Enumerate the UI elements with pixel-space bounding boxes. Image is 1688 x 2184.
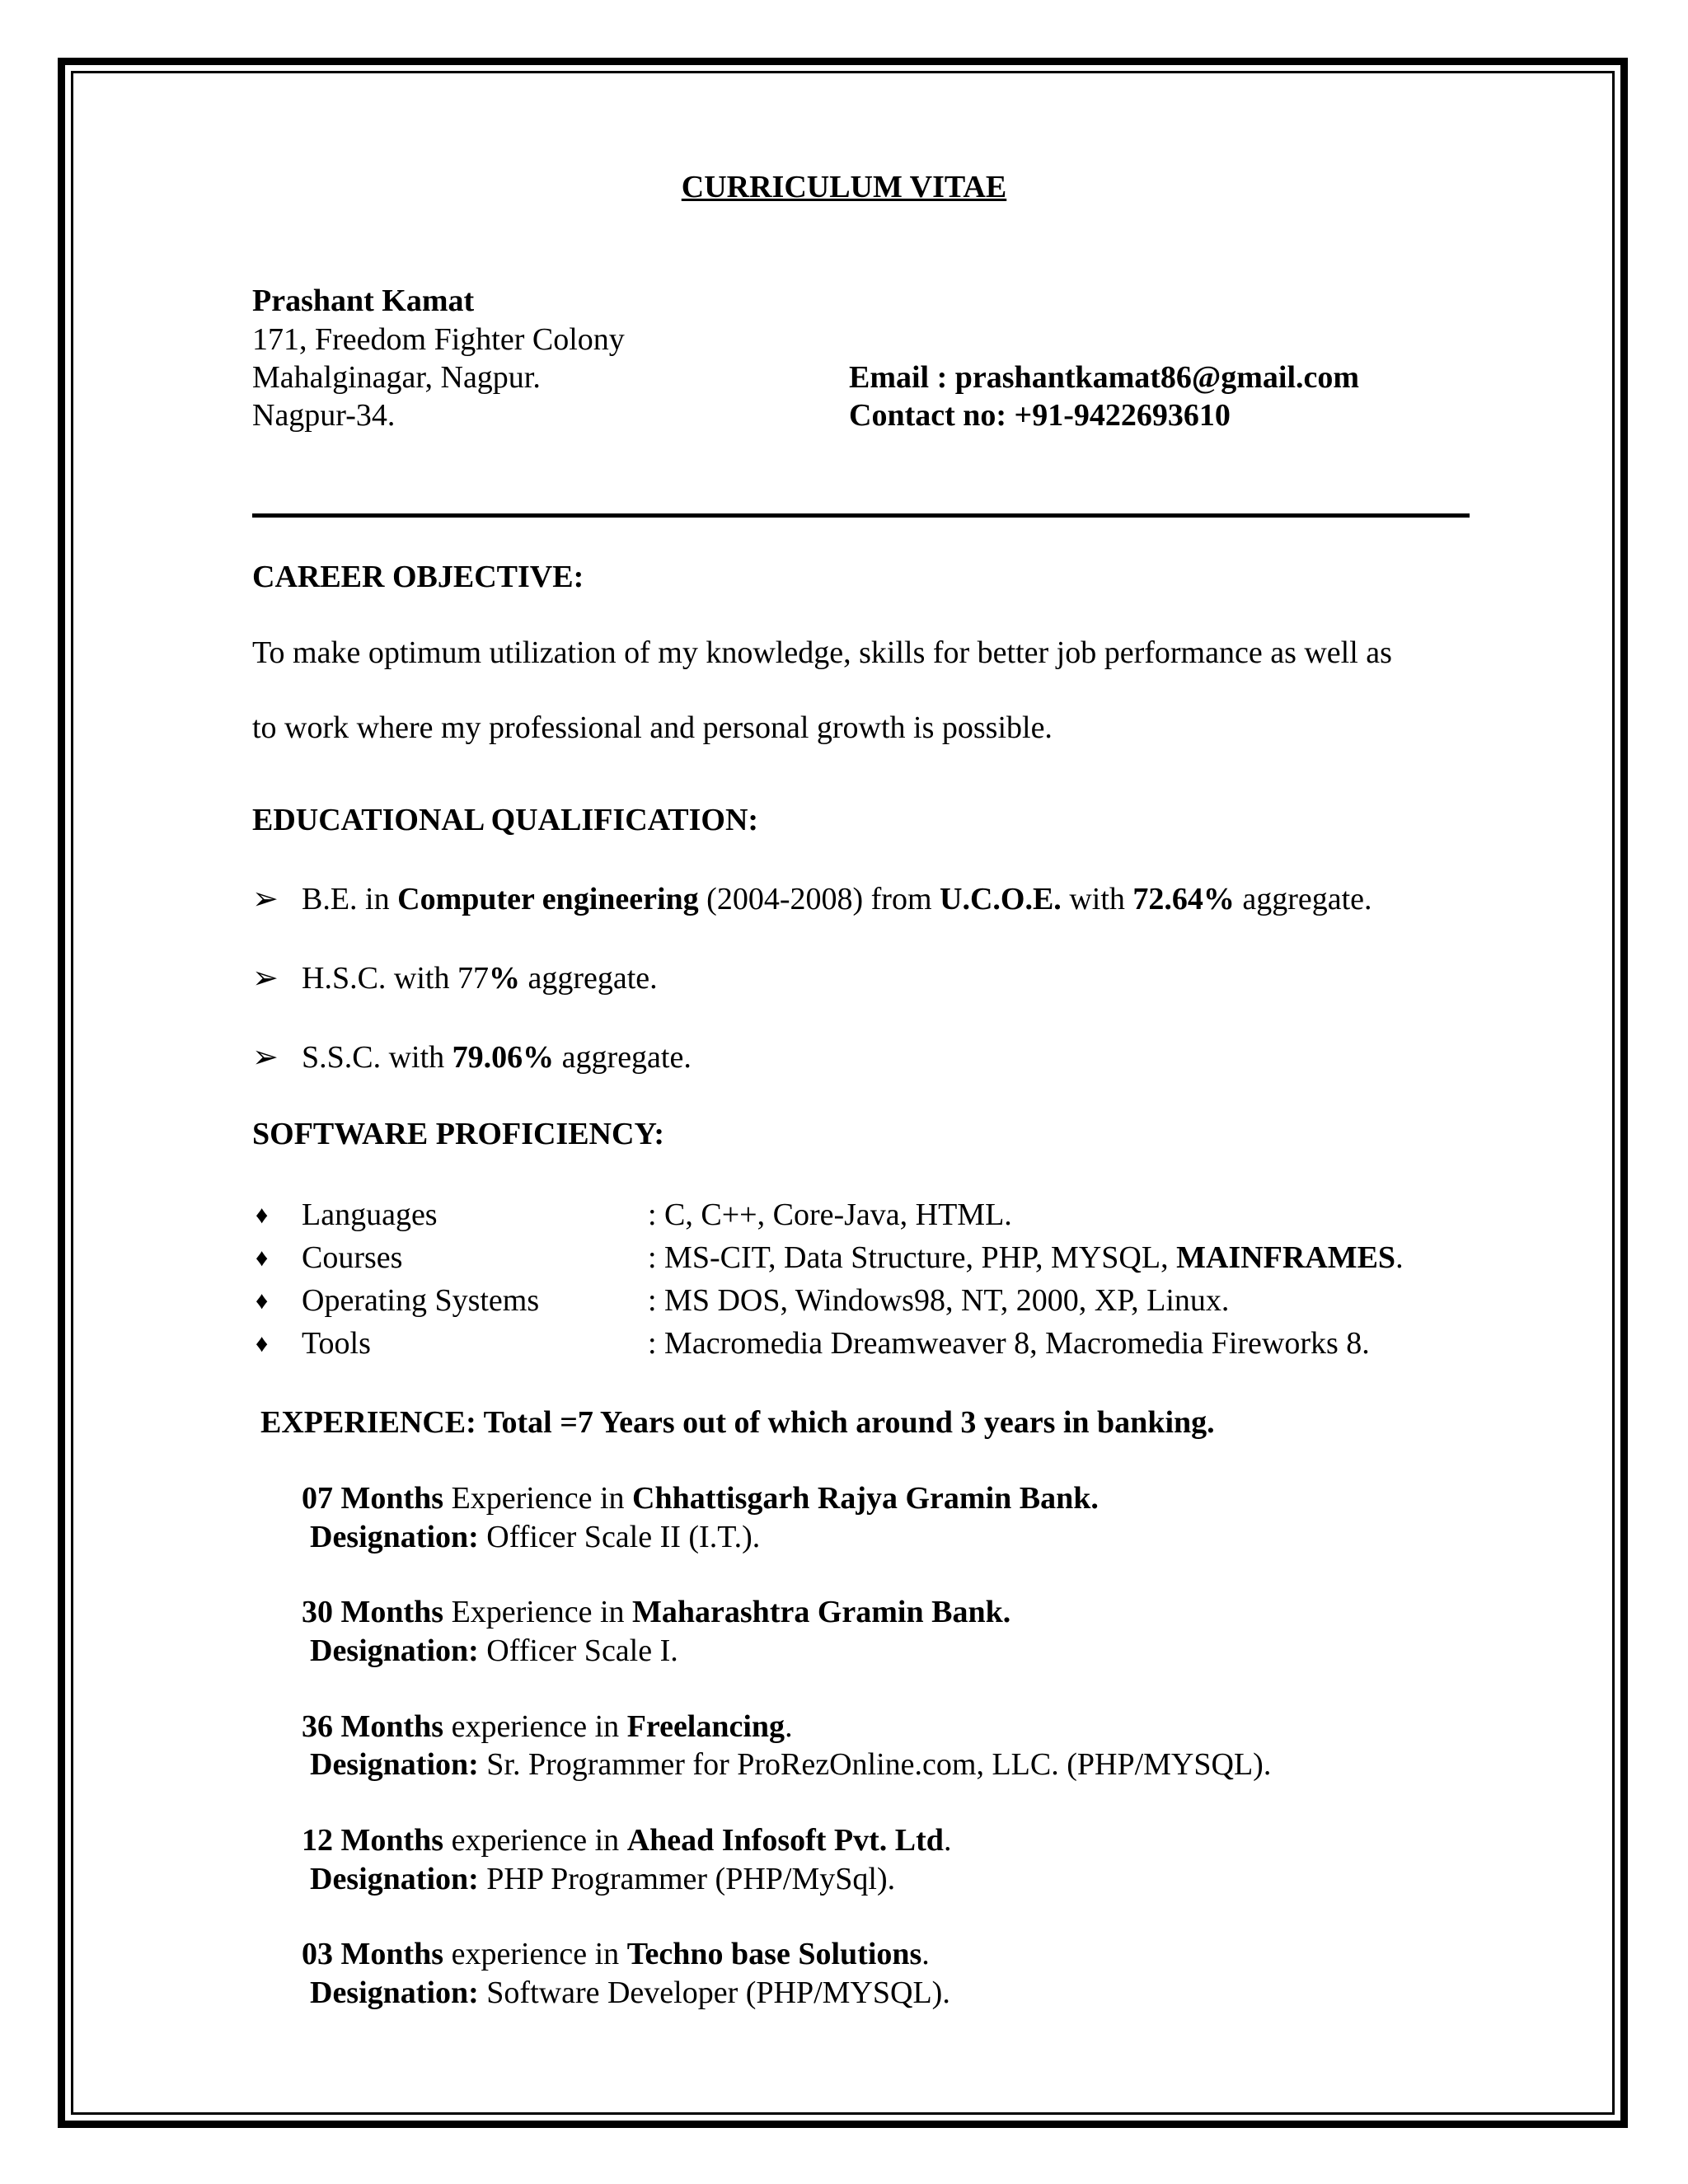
arrow-bullet-icon: ➢ (252, 1040, 279, 1075)
experience-item-1: 07 Months Experience in Chhattisgarh Rajya Gramin Bank. (302, 1481, 1099, 1516)
designation-1: Designation: Officer Scale II (I.T.). (310, 1520, 761, 1554)
header-divider (252, 513, 1470, 518)
candidate-name: Prashant Kamat (252, 284, 475, 318)
software-value-courses: : MS-CIT, Data Structure, PHP, MYSQL, MAINFRAMES. (648, 1240, 1404, 1275)
software-label-languages: Languages (302, 1197, 438, 1232)
diamond-bullet-icon: ♦ (256, 1244, 269, 1272)
experience-item-5: 03 Months experience in Techno base Solutions. (302, 1937, 930, 1971)
document-title: CURRICULUM VITAE (681, 170, 1007, 204)
email-line: Email : prashantkamat86@gmail.com (849, 360, 1360, 395)
designation-5: Designation: Software Developer (PHP/MYSQL). (310, 1975, 950, 2010)
software-value-os: : MS DOS, Windows98, NT, 2000, XP, Linux. (648, 1283, 1230, 1318)
software-label-courses: Courses (302, 1240, 403, 1275)
diamond-bullet-icon: ♦ (256, 1202, 269, 1229)
career-objective-line-1: To make optimum utilization of my knowledge, skills for better job performance as well as (252, 635, 1392, 670)
address-line-2: Mahalginagar, Nagpur. (252, 360, 541, 395)
education-item-ssc: ➢ S.S.C. with 79.06% aggregate. (252, 1040, 692, 1075)
career-objective-heading: CAREER OBJECTIVE: (252, 560, 584, 594)
experience-item-3: 36 Months experience in Freelancing. (302, 1709, 793, 1744)
education-heading: EDUCATIONAL QUALIFICATION: (252, 803, 759, 837)
career-objective-line-2: to work where my professional and personal growth is possible. (252, 710, 1053, 745)
address-line-3: Nagpur-34. (252, 398, 396, 433)
diamond-bullet-icon: ♦ (256, 1330, 269, 1357)
education-item-hsc: ➢ H.S.C. with 77% aggregate. (252, 961, 658, 996)
arrow-bullet-icon: ➢ (252, 882, 279, 916)
software-label-os: Operating Systems (302, 1283, 540, 1318)
experience-item-2: 30 Months Experience in Maharashtra Gramin Bank. (302, 1595, 1011, 1629)
software-heading: SOFTWARE PROFICIENCY: (252, 1117, 665, 1151)
software-label-tools: Tools (302, 1326, 371, 1361)
designation-3: Designation: Sr. Programmer for ProRezOnline.com, LLC. (PHP/MYSQL). (310, 1747, 1272, 1782)
arrow-bullet-icon: ➢ (252, 961, 279, 996)
diamond-bullet-icon: ♦ (256, 1287, 269, 1315)
address-line-1: 171, Freedom Fighter Colony (252, 322, 625, 357)
software-value-tools: : Macromedia Dreamweaver 8, Macromedia Fireworks 8. (648, 1326, 1370, 1361)
experience-item-4: 12 Months experience in Ahead Infosoft Pvt. Ltd. (302, 1823, 952, 1858)
designation-4: Designation: PHP Programmer (PHP/MySql). (310, 1862, 896, 1896)
experience-heading: EXPERIENCE: Total =7 Years out of which around 3 years in banking. (260, 1405, 1215, 1440)
education-item-be: ➢ B.E. in Computer engineering (2004-2008) from U.C.O.E. with 72.64% aggregate. (252, 882, 1372, 916)
designation-2: Designation: Officer Scale I. (310, 1633, 678, 1668)
software-value-languages: : C, C++, Core-Java, HTML. (648, 1197, 1012, 1232)
contact-line: Contact no: +91-9422693610 (849, 398, 1231, 433)
